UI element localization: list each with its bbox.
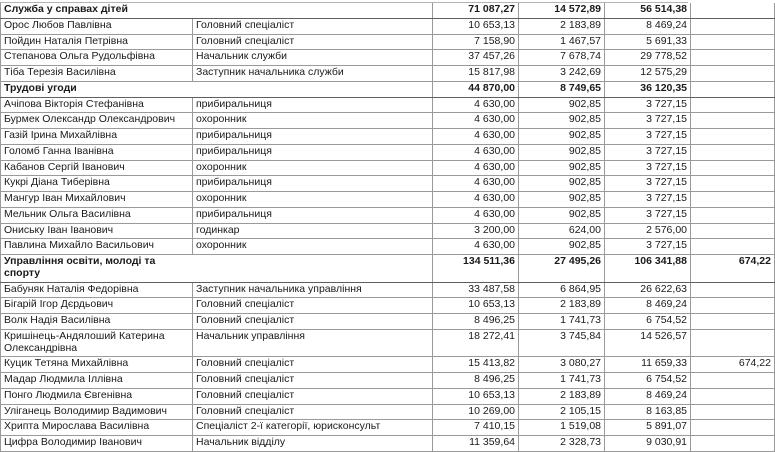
cell-position[interactable]: Головний спеціаліст <box>193 34 433 50</box>
cell-accrued[interactable]: 10 653,13 <box>433 18 519 34</box>
cell-withheld[interactable]: 624,00 <box>519 223 605 239</box>
cell-employee-name[interactable]: Кукрі Діана Тиберівна <box>1 176 193 192</box>
table-row[interactable] <box>1 176 775 192</box>
cell-employee-name[interactable]: Кришінець-Андялоший Катерина Олександрівна <box>1 329 193 357</box>
cell-accrued[interactable]: 4 630,00 <box>433 113 519 129</box>
cell-withheld[interactable]: 2 183,89 <box>519 18 605 34</box>
cell-position[interactable]: охоронник <box>193 113 433 129</box>
cell-other[interactable] <box>691 3 775 18</box>
cell-accrued[interactable]: 18 272,41 <box>433 329 519 357</box>
cell-employee-name[interactable]: Уліганець Володимир Вадимович <box>1 404 193 420</box>
cell-employee-name[interactable]: Кабанов Сергій Іванович <box>1 160 193 176</box>
cell-accrued[interactable]: 4 630,00 <box>433 207 519 223</box>
cell-position[interactable]: охоронник <box>193 239 433 255</box>
cell-withheld[interactable]: 8 749,65 <box>519 81 605 97</box>
cell-payable[interactable]: 3 727,15 <box>605 239 691 255</box>
cell-withheld[interactable]: 3 242,69 <box>519 66 605 82</box>
cell-accrued[interactable]: 8 496,25 <box>433 373 519 389</box>
cell-accrued[interactable]: 4 630,00 <box>433 239 519 255</box>
table-row[interactable] <box>1 373 775 389</box>
cell-withheld[interactable]: 902,85 <box>519 192 605 208</box>
cell-accrued[interactable]: 3 200,00 <box>433 223 519 239</box>
cell-employee-name[interactable]: Ачіпова Вікторія Стефанівна <box>1 97 193 113</box>
cell-employee-name[interactable]: Управління освіти, молоді та спорту <box>1 255 193 283</box>
cell-employee-name[interactable]: Ониську Іван Іванович <box>1 223 193 239</box>
cell-withheld[interactable]: 902,85 <box>519 160 605 176</box>
cell-payable[interactable]: 3 727,15 <box>605 97 691 113</box>
cell-payable[interactable]: 106 341,88 <box>605 255 691 283</box>
cell-withheld[interactable]: 14 572,89 <box>519 3 605 18</box>
cell-payable[interactable]: 3 727,15 <box>605 192 691 208</box>
cell-position[interactable]: прибиральниця <box>193 176 433 192</box>
cell-employee-name[interactable]: Газій Ірина Михайлівна <box>1 129 193 145</box>
cell-payable[interactable]: 3 727,15 <box>605 176 691 192</box>
cell-other[interactable] <box>691 329 775 357</box>
cell-accrued[interactable]: 4 630,00 <box>433 192 519 208</box>
cell-withheld[interactable]: 27 495,26 <box>519 255 605 283</box>
cell-position[interactable]: прибиральниця <box>193 97 433 113</box>
cell-position[interactable]: Начальник відділу <box>193 436 433 452</box>
cell-position[interactable]: Головний спеціаліст <box>193 18 433 34</box>
cell-other[interactable] <box>691 436 775 452</box>
cell-position[interactable] <box>193 3 433 18</box>
table-row[interactable] <box>1 314 775 330</box>
cell-employee-name[interactable]: Служба у справах дітей <box>1 3 193 18</box>
cell-employee-name[interactable]: Голомб Ганна Іванівна <box>1 144 193 160</box>
cell-payable[interactable]: 56 514,38 <box>605 3 691 18</box>
cell-other[interactable] <box>691 66 775 82</box>
cell-withheld[interactable]: 902,85 <box>519 239 605 255</box>
cell-other[interactable] <box>691 81 775 97</box>
cell-payable[interactable]: 3 727,15 <box>605 160 691 176</box>
cell-other[interactable]: 674,22 <box>691 255 775 283</box>
table-row[interactable] <box>1 420 775 436</box>
cell-payable[interactable]: 3 727,15 <box>605 129 691 145</box>
cell-accrued[interactable]: 4 630,00 <box>433 160 519 176</box>
table-row[interactable] <box>1 34 775 50</box>
cell-accrued[interactable]: 10 653,13 <box>433 388 519 404</box>
cell-position[interactable]: Головний спеціаліст <box>193 404 433 420</box>
table-row[interactable] <box>1 129 775 145</box>
cell-other[interactable] <box>691 34 775 50</box>
cell-employee-name[interactable]: Мангур Іван Михайлович <box>1 192 193 208</box>
cell-employee-name[interactable]: Павлина Михайло Васильович <box>1 239 193 255</box>
cell-other[interactable] <box>691 176 775 192</box>
table-row[interactable] <box>1 404 775 420</box>
table-row[interactable] <box>1 160 775 176</box>
cell-withheld[interactable]: 2 183,89 <box>519 388 605 404</box>
cell-accrued[interactable]: 15 817,98 <box>433 66 519 82</box>
cell-payable[interactable]: 8 469,24 <box>605 18 691 34</box>
cell-accrued[interactable]: 8 496,25 <box>433 314 519 330</box>
section-header-row[interactable] <box>1 3 775 18</box>
cell-employee-name[interactable]: Бурмек Олександр Олександрович <box>1 113 193 129</box>
cell-position[interactable] <box>193 255 433 283</box>
cell-other[interactable]: 674,22 <box>691 357 775 373</box>
cell-other[interactable] <box>691 192 775 208</box>
cell-accrued[interactable]: 7 158,90 <box>433 34 519 50</box>
cell-accrued[interactable]: 134 511,36 <box>433 255 519 283</box>
cell-other[interactable] <box>691 223 775 239</box>
cell-withheld[interactable]: 902,85 <box>519 113 605 129</box>
cell-payable[interactable]: 8 469,24 <box>605 298 691 314</box>
cell-position[interactable]: охоронник <box>193 192 433 208</box>
table-row[interactable] <box>1 192 775 208</box>
cell-position[interactable]: Головний спеціаліст <box>193 373 433 389</box>
cell-employee-name[interactable]: Волк Надія Василівна <box>1 314 193 330</box>
cell-employee-name[interactable]: Степанова Ольга Рудольфівна <box>1 50 193 66</box>
cell-payable[interactable]: 3 727,15 <box>605 113 691 129</box>
cell-other[interactable] <box>691 404 775 420</box>
cell-accrued[interactable]: 11 359,64 <box>433 436 519 452</box>
cell-withheld[interactable]: 1 741,73 <box>519 373 605 389</box>
cell-accrued[interactable]: 33 487,58 <box>433 282 519 298</box>
cell-other[interactable] <box>691 50 775 66</box>
cell-payable[interactable]: 8 163,85 <box>605 404 691 420</box>
cell-other[interactable] <box>691 239 775 255</box>
cell-payable[interactable]: 29 778,52 <box>605 50 691 66</box>
table-row[interactable] <box>1 239 775 255</box>
cell-other[interactable] <box>691 298 775 314</box>
table-row[interactable] <box>1 113 775 129</box>
cell-withheld[interactable]: 902,85 <box>519 97 605 113</box>
cell-accrued[interactable]: 4 630,00 <box>433 144 519 160</box>
cell-employee-name[interactable]: Тіба Терезія Василівна <box>1 66 193 82</box>
cell-payable[interactable]: 11 659,33 <box>605 357 691 373</box>
cell-position[interactable]: Начальник служби <box>193 50 433 66</box>
cell-position[interactable]: охоронник <box>193 160 433 176</box>
cell-employee-name[interactable]: Мельник Ольга Василівна <box>1 207 193 223</box>
cell-position[interactable]: Начальник управління <box>193 329 433 357</box>
cell-other[interactable] <box>691 113 775 129</box>
cell-withheld[interactable]: 1 519,08 <box>519 420 605 436</box>
payroll-table <box>0 3 775 452</box>
cell-other[interactable] <box>691 282 775 298</box>
cell-position[interactable]: прибиральниця <box>193 144 433 160</box>
cell-accrued[interactable]: 4 630,00 <box>433 176 519 192</box>
cell-position[interactable]: Заступник начальника управління <box>193 282 433 298</box>
cell-employee-name[interactable]: Мадар Людмила Іллівна <box>1 373 193 389</box>
cell-payable[interactable]: 5 691,33 <box>605 34 691 50</box>
cell-withheld[interactable]: 902,85 <box>519 129 605 145</box>
cell-other[interactable] <box>691 388 775 404</box>
cell-payable[interactable]: 36 120,35 <box>605 81 691 97</box>
cell-payable[interactable]: 14 526,57 <box>605 329 691 357</box>
table-row[interactable] <box>1 436 775 452</box>
cell-accrued[interactable]: 10 269,00 <box>433 404 519 420</box>
section-header-row[interactable] <box>1 81 775 97</box>
table-row[interactable] <box>1 207 775 223</box>
cell-withheld[interactable]: 902,85 <box>519 207 605 223</box>
cell-position[interactable]: годинкар <box>193 223 433 239</box>
cell-payable[interactable]: 3 727,15 <box>605 144 691 160</box>
cell-employee-name[interactable]: Орос Любов Павлівна <box>1 18 193 34</box>
cell-payable[interactable]: 9 030,91 <box>605 436 691 452</box>
section-header-row[interactable] <box>1 255 775 283</box>
cell-accrued[interactable]: 15 413,82 <box>433 357 519 373</box>
cell-employee-name[interactable]: Трудові угоди <box>1 81 193 97</box>
cell-employee-name[interactable]: Пойдин Наталія Петрівна <box>1 34 193 50</box>
cell-withheld[interactable]: 2 328,73 <box>519 436 605 452</box>
cell-accrued[interactable]: 7 410,15 <box>433 420 519 436</box>
cell-other[interactable] <box>691 18 775 34</box>
cell-payable[interactable]: 6 754,52 <box>605 314 691 330</box>
cell-other[interactable] <box>691 373 775 389</box>
cell-accrued[interactable]: 4 630,00 <box>433 97 519 113</box>
cell-payable[interactable]: 6 754,52 <box>605 373 691 389</box>
cell-withheld[interactable]: 3 745,84 <box>519 329 605 357</box>
cell-employee-name[interactable]: Бігарій Ігор Дєрдьович <box>1 298 193 314</box>
cell-employee-name[interactable]: Бабуняк Наталія Федорівна <box>1 282 193 298</box>
table-row[interactable] <box>1 50 775 66</box>
cell-employee-name[interactable]: Хрипта Мирослава Василівна <box>1 420 193 436</box>
cell-other[interactable] <box>691 420 775 436</box>
cell-other[interactable] <box>691 160 775 176</box>
cell-other[interactable] <box>691 129 775 145</box>
cell-position[interactable]: прибиральниця <box>193 207 433 223</box>
cell-other[interactable] <box>691 97 775 113</box>
table-row[interactable] <box>1 144 775 160</box>
table-row[interactable] <box>1 97 775 113</box>
cell-withheld[interactable]: 2 183,89 <box>519 298 605 314</box>
cell-withheld[interactable]: 1 741,73 <box>519 314 605 330</box>
cell-position[interactable]: Головний спеціаліст <box>193 357 433 373</box>
table-row[interactable] <box>1 357 775 373</box>
cell-accrued[interactable]: 4 630,00 <box>433 129 519 145</box>
cell-payable[interactable]: 2 576,00 <box>605 223 691 239</box>
cell-accrued[interactable]: 71 087,27 <box>433 3 519 18</box>
table-row[interactable] <box>1 298 775 314</box>
table-row[interactable] <box>1 282 775 298</box>
table-body <box>1 3 775 451</box>
cell-position[interactable]: Головний спеціаліст <box>193 298 433 314</box>
cell-payable[interactable]: 5 891,07 <box>605 420 691 436</box>
table-row[interactable] <box>1 223 775 239</box>
cell-position[interactable]: Заступник начальника служби <box>193 66 433 82</box>
cell-position[interactable]: прибиральниця <box>193 129 433 145</box>
cell-payable[interactable]: 26 622,63 <box>605 282 691 298</box>
cell-withheld[interactable]: 2 105,15 <box>519 404 605 420</box>
cell-withheld[interactable]: 6 864,95 <box>519 282 605 298</box>
cell-other[interactable] <box>691 207 775 223</box>
cell-payable[interactable]: 8 469,24 <box>605 388 691 404</box>
cell-accrued[interactable]: 10 653,13 <box>433 298 519 314</box>
table-row[interactable] <box>1 18 775 34</box>
cell-position[interactable]: Головний спеціаліст <box>193 388 433 404</box>
cell-withheld[interactable]: 902,85 <box>519 144 605 160</box>
cell-accrued[interactable]: 44 870,00 <box>433 81 519 97</box>
cell-other[interactable] <box>691 144 775 160</box>
table-row[interactable] <box>1 388 775 404</box>
cell-accrued[interactable]: 37 457,26 <box>433 50 519 66</box>
cell-withheld[interactable]: 902,85 <box>519 176 605 192</box>
table-row[interactable] <box>1 329 775 357</box>
cell-employee-name[interactable]: Понго Людмила Євгенівна <box>1 388 193 404</box>
table-row[interactable] <box>1 66 775 82</box>
cell-withheld[interactable]: 3 080,27 <box>519 357 605 373</box>
cell-position[interactable]: Головний спеціаліст <box>193 314 433 330</box>
cell-position[interactable] <box>193 81 433 97</box>
cell-payable[interactable]: 3 727,15 <box>605 207 691 223</box>
cell-employee-name[interactable]: Куцик Тетяна Михайлівна <box>1 357 193 373</box>
cell-withheld[interactable]: 1 467,57 <box>519 34 605 50</box>
cell-other[interactable] <box>691 314 775 330</box>
cell-withheld[interactable]: 7 678,74 <box>519 50 605 66</box>
cell-payable[interactable]: 12 575,29 <box>605 66 691 82</box>
cell-position[interactable]: Спеціаліст 2-ї категорії, юрисконсульт <box>193 420 433 436</box>
cell-employee-name[interactable]: Цифра Володимир Іванович <box>1 436 193 452</box>
